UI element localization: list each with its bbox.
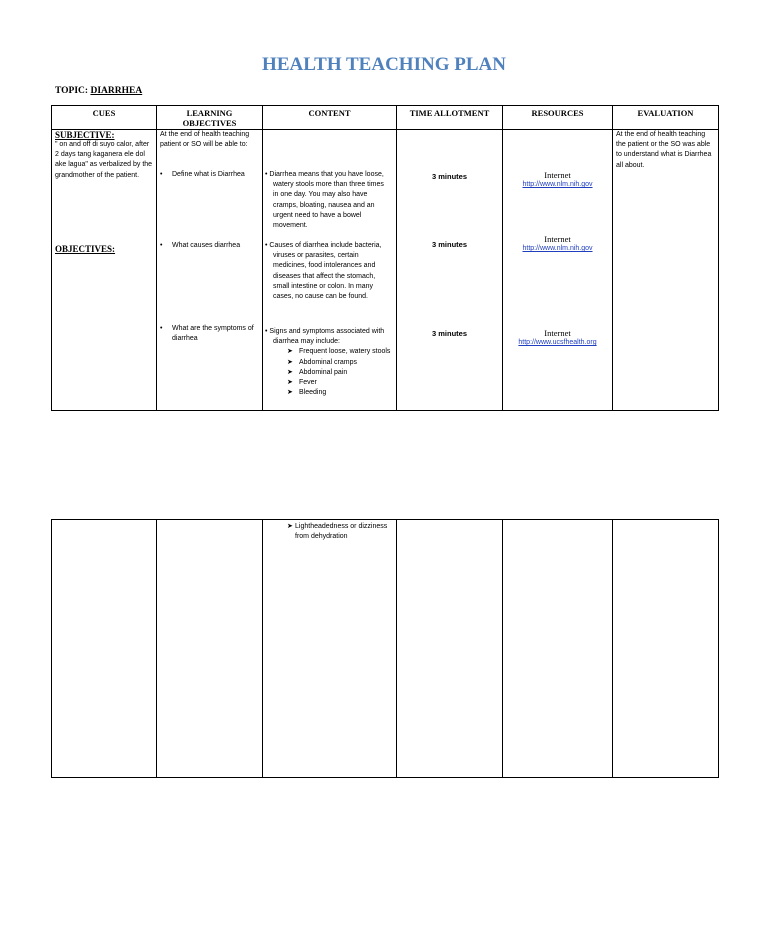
content-definition: • Diarrhea means that you have loose, watery stools more than three times in one day. You may also have cramps, bloating, nausea and an urgent need to have a bowel movement. bbox=[265, 171, 384, 230]
learning-objectives-cell bbox=[157, 520, 263, 778]
learning-item: • What causes diarrhea bbox=[160, 242, 241, 249]
time-allotment-cell bbox=[397, 130, 503, 411]
arrow-bullet-icon: ➤ bbox=[287, 379, 293, 387]
resource-label: Internet bbox=[544, 328, 571, 338]
content-causes: • Causes of diarrhea include bacteria, viruses or parasites, certain medicines, food intolerances and diseases that affect the stomach, small intestine or colon. In many cases, no cause can be found. bbox=[265, 242, 382, 301]
arrow-bullet-icon: ➤ bbox=[287, 348, 293, 356]
arrow-bullet-icon: ➤ bbox=[287, 358, 293, 366]
symptom-item: ➤ Abdominal pain bbox=[287, 368, 391, 378]
resource-label: Internet bbox=[544, 234, 571, 244]
time-allotment-cell bbox=[397, 520, 503, 778]
header-time-allotment: TIME ALLOTMENT bbox=[397, 106, 503, 130]
resource-item bbox=[503, 170, 612, 190]
content-cell bbox=[263, 130, 397, 411]
cues-cell bbox=[52, 130, 157, 411]
resources-cell bbox=[503, 520, 613, 778]
resource-item bbox=[503, 234, 612, 254]
continuation-table bbox=[51, 519, 719, 778]
header-cues: CUES bbox=[52, 106, 157, 130]
learning-objectives-cell bbox=[157, 130, 263, 411]
symptom-item: ➤ Frequent loose, watery stools bbox=[287, 347, 391, 357]
page-title: HEALTH TEACHING PLAN bbox=[262, 54, 506, 75]
resource-label: Internet bbox=[544, 170, 571, 180]
teaching-plan-table bbox=[51, 105, 719, 411]
symptom-item: ➤ Fever bbox=[287, 378, 391, 388]
resources-cell bbox=[503, 130, 613, 411]
arrow-bullet-icon: ➤ bbox=[287, 523, 293, 530]
header-learning-objectives: LEARNING OBJECTIVES bbox=[157, 106, 263, 130]
content-symptoms: • Signs and symptoms associated with diarrhea may include: ➤ Frequent loose, watery stools ➤ Abdominal cramps ➤ Abdominal pain ➤ Fever ➤ Bleeding bbox=[273, 327, 391, 398]
header-row bbox=[52, 106, 719, 130]
subjective-text: " on and off di suyo calor, after 2 days tang kaganera ele dol ake lagua" as verbalized by the grandmother of the patient. bbox=[55, 141, 153, 179]
content-cell bbox=[263, 520, 397, 778]
time-value: 3 minutes bbox=[431, 329, 467, 338]
resource-link[interactable]: http://www.nlm.nih.gov bbox=[522, 181, 593, 188]
time-value: 3 minutes bbox=[431, 240, 467, 249]
arrow-bullet-icon: ➤ bbox=[287, 389, 293, 397]
topic-label: TOPIC: bbox=[55, 86, 89, 96]
symptom-item: ➤ Abdominal cramps bbox=[287, 358, 391, 368]
continuation-row bbox=[52, 520, 719, 778]
learning-item: • What are the symptoms of diarrhea bbox=[160, 325, 254, 343]
learning-item: • Define what is Diarrhea bbox=[160, 171, 245, 178]
resource-item bbox=[503, 328, 612, 348]
learning-intro: At the end of health teaching patient or SO will be able to: bbox=[160, 131, 250, 149]
header-resources: RESOURCES bbox=[503, 106, 613, 130]
symptom-item: ➤ Bleeding bbox=[287, 388, 391, 398]
resource-link[interactable]: http://www.ucsfhealth.org bbox=[518, 339, 597, 346]
evaluation-cell bbox=[613, 520, 719, 778]
subjective-label: SUBJECTIVE: bbox=[55, 130, 115, 140]
topic-value: DIARRHEA bbox=[90, 86, 143, 96]
cues-cell bbox=[52, 520, 157, 778]
symptom-item: ➤ Lightheadedness or dizziness from dehydration bbox=[287, 522, 393, 542]
topic-line bbox=[55, 86, 142, 96]
header-evaluation: EVALUATION bbox=[613, 106, 719, 130]
time-value: 3 minutes bbox=[431, 172, 467, 181]
evaluation-text: At the end of health teaching the patient or the SO was able to understand what is Diarrhea all about. bbox=[616, 131, 712, 169]
resource-link[interactable]: http://www.nlm.nih.gov bbox=[522, 245, 593, 252]
evaluation-cell bbox=[613, 130, 719, 411]
arrow-bullet-icon: ➤ bbox=[287, 368, 293, 376]
header-content: CONTENT bbox=[263, 106, 397, 130]
plan-row bbox=[52, 130, 719, 411]
objectives-label: OBJECTIVES: bbox=[55, 244, 116, 254]
